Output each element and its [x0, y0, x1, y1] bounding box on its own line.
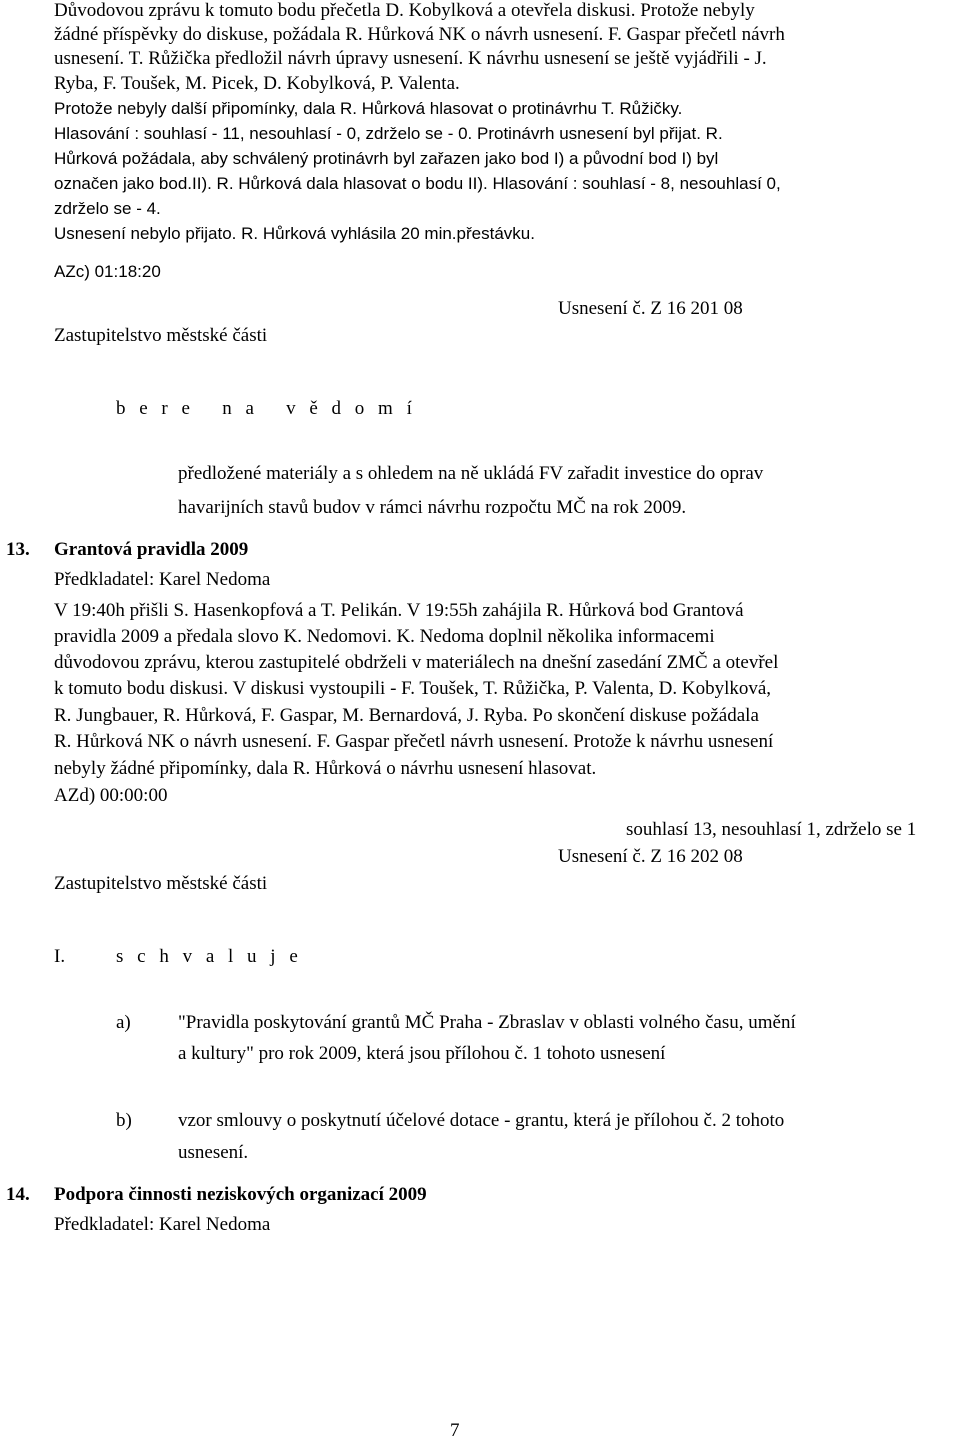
item-13-line: V 19:40h přišli S. Hasenkopfová a T. Pelikán. V 19:55h zahájila R. Hůrková bod Grantová	[54, 600, 744, 621]
vote-result: souhlasí 13, nesouhlasí 1, zdrželo se 1	[626, 819, 917, 840]
roman-numeral: I.	[54, 946, 66, 967]
item-13-line: pravidla 2009 a předala slovo K. Nedomovi. K. Nedoma doplnil několika informacemi	[54, 626, 715, 647]
point-label: a)	[116, 1012, 131, 1033]
item-title: Grantová pravidla 2009	[54, 539, 249, 560]
intro-line: Hlasování : souhlasí - 11, nesouhlasí - 0, zdrželo se - 0. Protinávrh usnesení byl přijat. R.	[54, 124, 723, 143]
item-number: 13.	[6, 539, 30, 560]
resolution-verb: b e r e n a v ě d o m í	[116, 398, 417, 419]
intro-line: žádné příspěvky do diskuse, požádala R. Hůrková NK o návrh usnesení. F. Gaspar přečetl návrh	[54, 24, 785, 45]
resolution-number: Usnesení č. Z 16 201 08	[558, 298, 743, 319]
resolution-number: Usnesení č. Z 16 202 08	[558, 846, 743, 867]
page-number: 7	[450, 1420, 460, 1441]
item-13-line: R. Hůrková NK o návrh usnesení. F. Gaspar přečetl návrh usnesení. Protože k návrhu usnesení	[54, 731, 774, 752]
azd-timestamp: AZd) 00:00:00	[54, 785, 168, 806]
resolution-text-line: předložené materiály a s ohledem na ně ukládá FV zařadit investice do oprav	[178, 463, 764, 484]
council-name: Zastupitelstvo městské části	[54, 325, 268, 346]
item-13-line: k tomuto bodu diskusi. V diskusi vystoupili - F. Toušek, T. Růžička, P. Valenta, D. Kobylková,	[54, 678, 772, 699]
intro-line: označen jako bod.II). R. Hůrková dala hlasovat o bodu II). Hlasování : souhlasí - 8, nesouhlasí 0,	[54, 174, 781, 193]
item-13-line: R. Jungbauer, R. Hůrková, F. Gaspar, M. Bernardová, J. Ryba. Po skončení diskuse požádala	[54, 705, 759, 726]
item-title: Podpora činnosti neziskových organizací 2009	[54, 1184, 427, 1205]
item-13-line: důvodovou zprávu, kterou zastupitelé obdrželi v materiálech na dnešní zasedání ZMČ a otevřel	[54, 652, 779, 673]
point-text-line: a kultury" pro rok 2009, která jsou přílohou č. 1 tohoto usnesení	[178, 1043, 666, 1064]
azc-timestamp: AZc) 01:18:20	[54, 262, 161, 281]
point-text-line: "Pravidla poskytování grantů MČ Praha - Zbraslav v oblasti volného času, umění	[178, 1012, 796, 1033]
item-number: 14.	[6, 1184, 30, 1205]
intro-line: Důvodovou zprávu k tomuto bodu přečetla D. Kobylková a otevřela diskusi. Protože nebyly	[54, 0, 755, 21]
council-name: Zastupitelstvo městské části	[54, 873, 268, 894]
item-presenter: Předkladatel: Karel Nedoma	[54, 1214, 271, 1235]
intro-line: Usnesení nebylo přijato. R. Hůrková vyhlásila 20 min.přestávku.	[54, 224, 535, 243]
resolution-text-line: havarijních stavů budov v rámci návrhu rozpočtu MČ na rok 2009.	[178, 497, 687, 518]
point-text-line: usnesení.	[178, 1142, 249, 1163]
intro-line: Ryba, F. Toušek, M. Picek, D. Kobylková, P. Valenta.	[54, 73, 460, 94]
intro-line: Hůrková požádala, aby schválený protinávrh byl zařazen jako bod I) a původní bod I) byl	[54, 149, 719, 168]
point-label: b)	[116, 1110, 132, 1131]
resolution-verb: s c h v a l u j e	[116, 946, 303, 967]
item-13-line: nebyly žádné připomínky, dala R. Hůrková o návrhu usnesení hlasovat.	[54, 758, 597, 779]
intro-line: zdrželo se - 4.	[54, 199, 161, 218]
item-presenter: Předkladatel: Karel Nedoma	[54, 569, 271, 590]
point-text-line: vzor smlouvy o poskytnutí účelové dotace - grantu, která je přílohou č. 2 tohoto	[178, 1110, 785, 1131]
intro-line: usnesení. T. Růžička předložil návrh úpravy usnesení. K návrhu usnesení se ještě vyjádřili - J.	[54, 48, 767, 69]
intro-line: Protože nebyly další připomínky, dala R. Hůrková hlasovat o protinávrhu T. Růžičky.	[54, 99, 683, 118]
